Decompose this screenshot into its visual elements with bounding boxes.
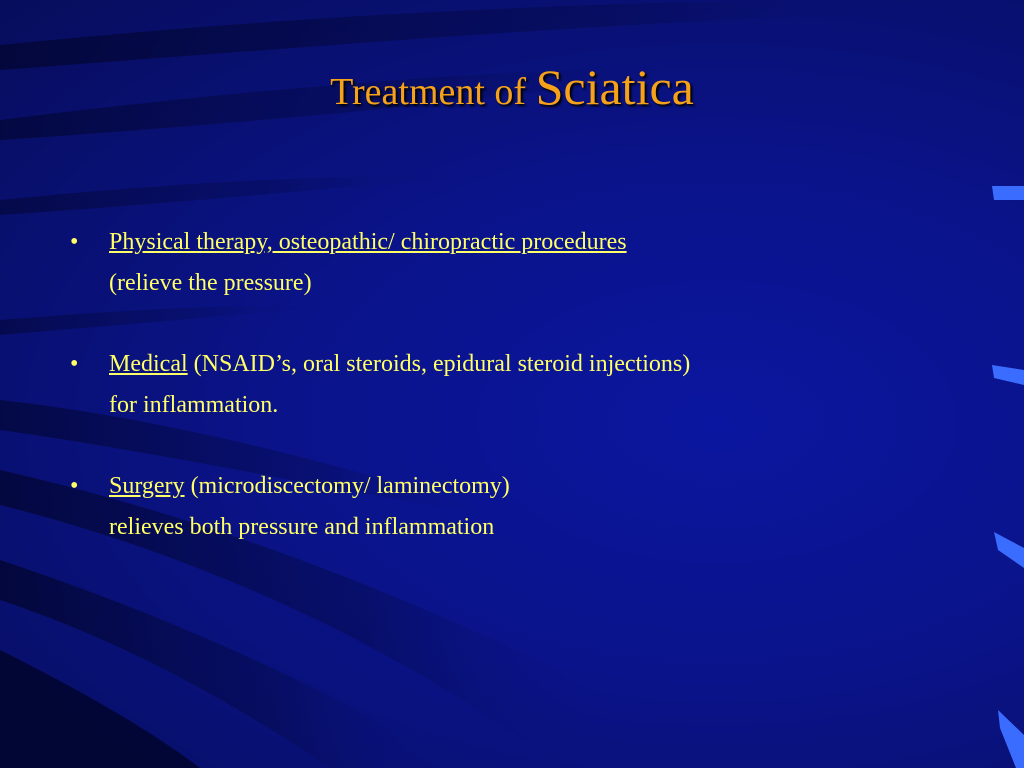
bullet-second-line: (relieve the pressure): [109, 270, 312, 296]
bullet-rest-text: (NSAID’s, oral steroids, epidural steroid injections): [187, 351, 691, 377]
bullet-lead-text: Physical therapy, osteopathic/ chiropractic procedures: [109, 229, 627, 255]
bullet-rest-text: (microdiscectomy/ laminectomy): [184, 473, 510, 499]
bullet-list: [70, 222, 970, 588]
bullet-first-line: [109, 222, 970, 263]
bullet-surgery: [70, 466, 970, 548]
bullet-physical-therapy: [70, 222, 970, 304]
slide-title-big: Sciatica: [535, 59, 694, 115]
bullet-marker: •: [70, 229, 79, 255]
bullet-first-line: [109, 466, 970, 507]
slide-title: [0, 59, 1024, 115]
bullet-second-line: for inflammation.: [109, 392, 279, 418]
bullet-first-line: [109, 344, 970, 385]
bullet-second-line: relieves both pressure and inflammation: [109, 514, 495, 540]
bullet-medical: [70, 344, 970, 426]
bullet-marker: •: [70, 351, 79, 377]
right-edge-accent-marks: [964, 0, 1024, 768]
slide-title-small: Treatment of: [330, 71, 527, 113]
bullet-lead-text: Medical: [109, 351, 188, 377]
bullet-lead-text: Surgery: [109, 473, 185, 499]
bullet-marker: •: [70, 473, 79, 499]
